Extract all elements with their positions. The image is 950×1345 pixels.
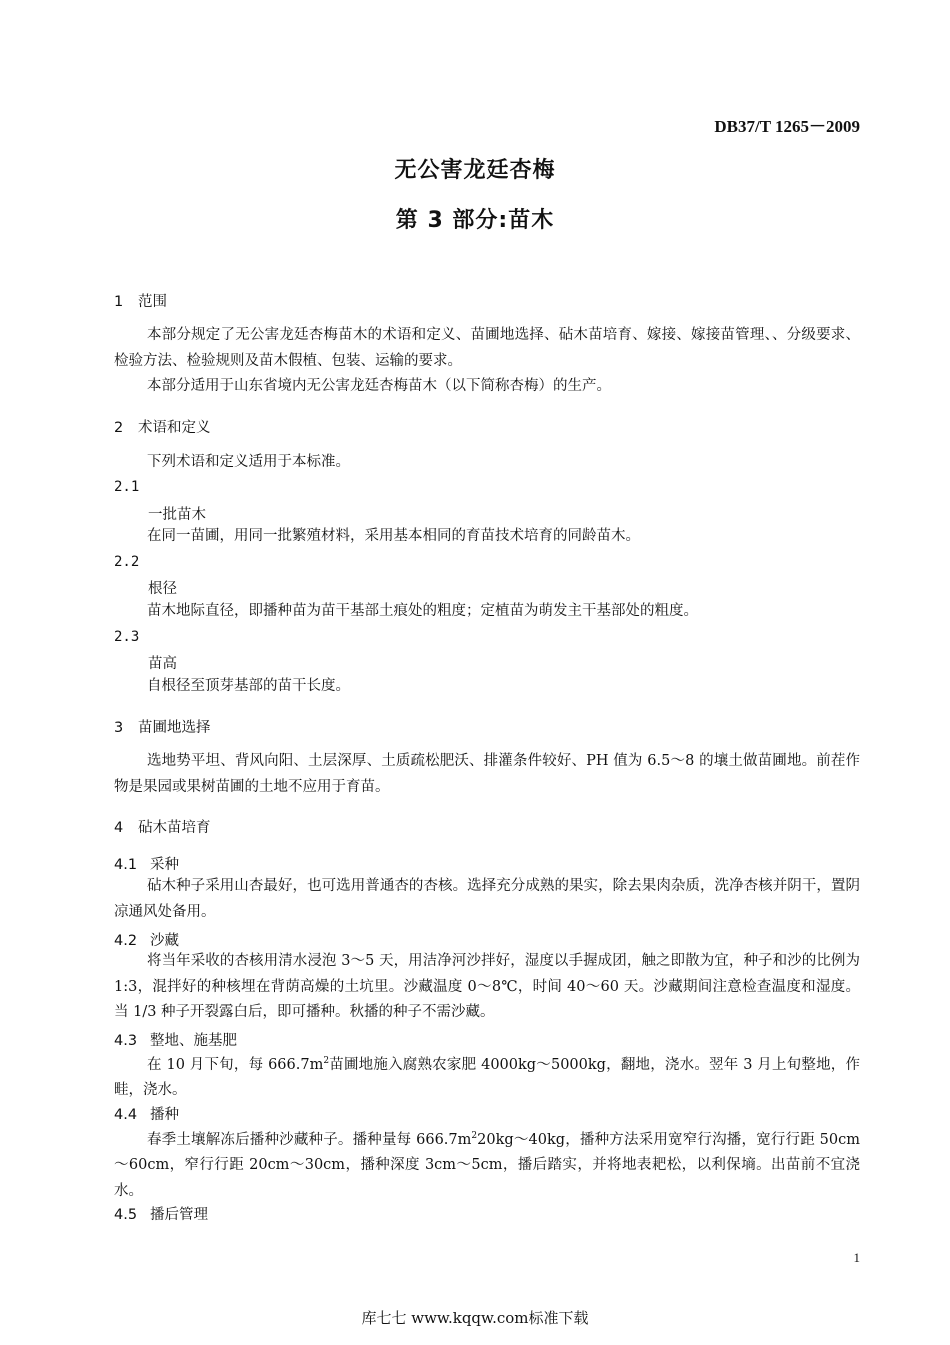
clause-number: 4.1 [114, 857, 138, 873]
clause-4-4-heading [114, 1103, 179, 1124]
clause-4-3-text [114, 1049, 860, 1104]
term-2-1: 一批苗木 [148, 507, 206, 523]
clause-2-1-number: 2.1 [114, 479, 140, 495]
term-2-2: 根径 [148, 581, 177, 597]
text-part: 苗圃地施入腐熟农家肥 4000kg～5000kg，翻地，浇水。翌年 3 月上旬整地，作畦，浇水。 [114, 1056, 860, 1099]
section-4-heading [114, 816, 211, 837]
section-1-heading [114, 290, 167, 311]
clause-2-2-number: 2.2 [114, 554, 140, 570]
text-part: 在 10 月下旬，每 666.7m [147, 1056, 324, 1073]
definition-2-2: 苗木地际直径，即播种苗为苗干基部土痕处的粗度；定植苗为萌发主干基部处的粗度。 [147, 603, 698, 619]
definition-2-1: 在同一苗圃，用同一批繁殖材料，采用基本相同的育苗技术培育的同龄苗木。 [147, 528, 640, 544]
text-part: 20kg～40kg，播种方法采用宽窄行沟播，宽行行距 50cm～60cm，窄行行距 20cm～30cm，播种深度 3cm～5cm，播后踏实，并将地表耙松，以利保墒。出苗前不宜浇水。 [114, 1131, 861, 1199]
section-title: 苗圃地选择 [138, 720, 211, 736]
text-part: 春季土壤解冻后播种沙藏种子。播种量每 666.7m [147, 1131, 472, 1148]
page-number: 1 [853, 1250, 860, 1265]
section-number: 1 [114, 294, 124, 310]
section-1-paragraph-1: 本部分规定了无公害龙廷杏梅苗木的术语和定义、苗圃地选择、砧木苗培育、嫁接、嫁接苗管理、、分级要求、检验方法、检验规则及苗木假植、包装、运输的要求。 [114, 327, 860, 369]
clause-number: 4.4 [114, 1107, 138, 1123]
section-title: 术语和定义 [138, 420, 211, 436]
clause-4-1-heading [114, 853, 179, 874]
footer-watermark: 库七七 www.kqqw.com标准下载 [361, 1309, 589, 1327]
standard-code: DB37/T 1265－2009 [714, 117, 860, 136]
clause-title: 播种 [150, 1107, 179, 1123]
clause-title: 播后管理 [150, 1207, 208, 1223]
clause-4-2-text: 将当年采收的杏核用清水浸泡 3～5 天，用洁净河沙拌好，湿度以手握成团，触之即散为宜，种子和沙的比例为 1:3，混拌好的种核埋在背荫高燥的土坑里。沙藏温度 0～8℃，时间 40～60 天。沙藏期间注意检查温度和湿度。当 1/3 种子开裂露白后，即可播种。秋播的种子不需沙藏。 [114, 953, 860, 1020]
clause-4-3-heading [114, 1029, 237, 1050]
section-2-intro: 下列术语和定义适用于本标准。 [147, 454, 350, 470]
document-subtitle: 第 3 部分:苗木 [395, 208, 555, 233]
clause-number: 4.5 [114, 1207, 138, 1223]
term-2-3: 苗高 [148, 656, 177, 672]
clause-title: 采种 [150, 857, 179, 873]
section-3-heading [114, 716, 211, 737]
clause-4-2-heading [114, 929, 179, 950]
section-3-paragraph: 选地势平坦、背风向阳、土层深厚、土质疏松肥沃、排灌条件较好、PH 值为 6.5～8 的壤土做苗圃地。前茬作物是果园或果树苗圃的土地不应用于育苗。 [114, 753, 860, 795]
section-2-heading [114, 416, 211, 437]
superscript: 2 [471, 1131, 478, 1141]
clause-2-3-number: 2.3 [114, 629, 140, 645]
section-number: 4 [114, 820, 124, 836]
section-title: 范围 [138, 294, 167, 310]
definition-2-3: 自根径至顶芽基部的苗干长度。 [147, 678, 350, 694]
section-title: 砧木苗培育 [138, 820, 211, 836]
section-number: 3 [114, 720, 124, 736]
clause-title: 沙藏 [150, 933, 179, 949]
clause-4-4-text [114, 1124, 860, 1204]
superscript: 2 [323, 1056, 330, 1066]
clause-4-1-text: 砧木种子采用山杏最好，也可选用普通杏的杏核。选择充分成熟的果实，除去果肉杂质，洗净杏核并阴干，置阴凉通风处备用。 [114, 878, 860, 920]
section-1-paragraph-2: 本部分适用于山东省境内无公害龙廷杏梅苗木（以下简称杏梅）的生产。 [147, 378, 611, 394]
section-number: 2 [114, 420, 124, 436]
document-title: 无公害龙廷杏梅 [394, 158, 556, 183]
clause-number: 4.3 [114, 1033, 138, 1049]
clause-title: 整地、施基肥 [150, 1033, 237, 1049]
clause-number: 4.2 [114, 933, 138, 949]
clause-4-5-heading [114, 1203, 208, 1224]
